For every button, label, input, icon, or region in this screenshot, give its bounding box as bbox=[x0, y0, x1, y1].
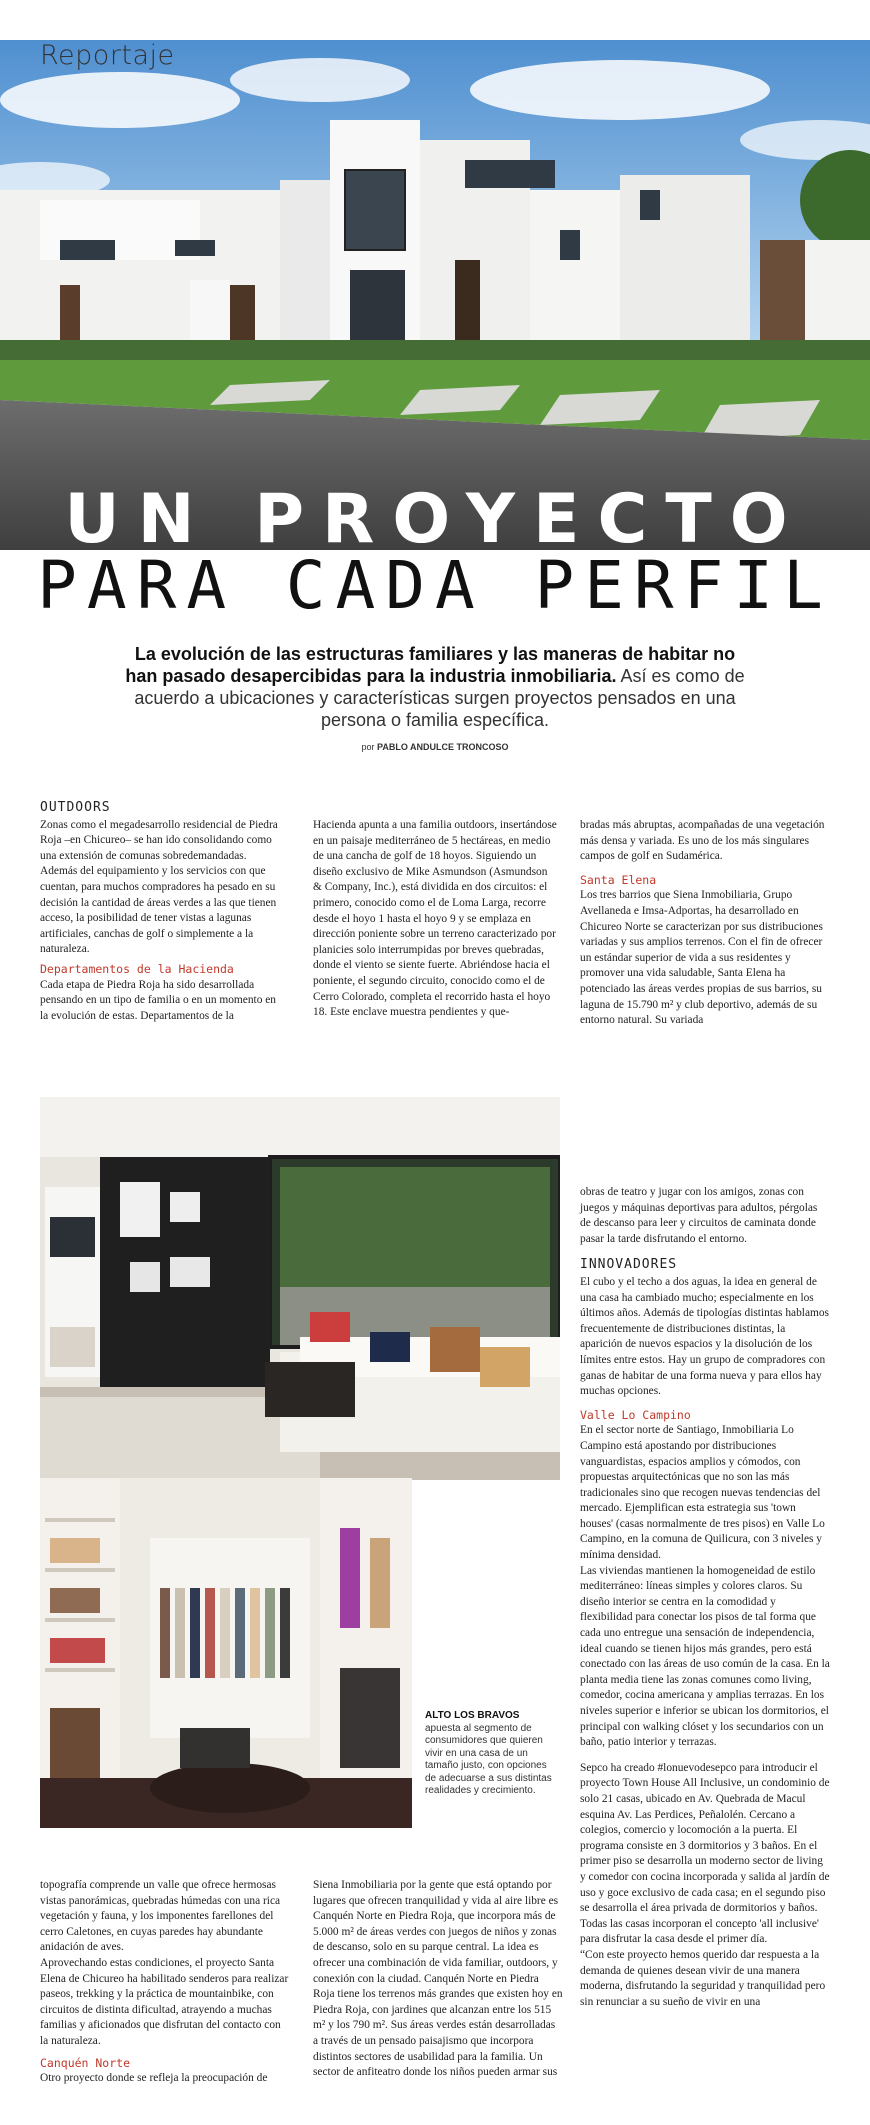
paragraph: obras de teatro y jugar con los amigos, zonas con juegos y máquinas deportivas para adultos, pérgolas de descanso para leer y circuitos de caminata donde pasar la tarde disfrutando el entorno. bbox=[580, 1186, 818, 1245]
byline bbox=[0, 742, 870, 752]
headline-line-2: PARA CADA PERFIL bbox=[37, 547, 833, 624]
paragraph: El cubo y el techo a dos aguas, la idea en general de una casa ha cambiado mucho; especialmente en los últimos años. Además de tipologías distintas hablamos frecuentemente de distribuciones distintas, la aparición de nuevos espacios y la disolución de los límites entre estos. Hay un grupo de compradores con ganas de habitar de una forma nueva y para ellos hay muchas opciones. bbox=[580, 1275, 829, 1398]
column-bottom-left bbox=[40, 1878, 290, 2087]
paragraph: “Con este proyecto hemos querido dar respuesta a la demanda de quienes desean vivir de una manera moderna, disfrutando la seguridad y tranquilidad pero sin renunciar a su sueño de vivir en una bbox=[580, 1948, 826, 2008]
subheading-canquen-norte: Canquén Norte bbox=[40, 2055, 131, 2070]
dek bbox=[120, 643, 750, 731]
closet-illustration bbox=[40, 1478, 412, 1828]
caption-title: ALTO LOS BRAVOS bbox=[425, 1710, 520, 1721]
photo-living-room bbox=[40, 1097, 560, 1480]
photo-caption bbox=[425, 1710, 555, 1798]
subheading-departamentos: Departamentos de la Hacienda bbox=[40, 961, 234, 976]
column-middle bbox=[313, 818, 558, 1021]
paragraph: Cada etapa de Piedra Roja ha sido desarrollada pensando en un tipo de familia o en un momento en la evolución de estas. Departamentos de la bbox=[40, 978, 276, 1022]
paragraph: Las viviendas mantienen la homogeneidad de estilo mediterráneo: líneas simples y colores claros. Su diseño interior se centra en la comodidad y flexibilidad para conectar los pisos de tal forma que cada uno entregue una sensación de independencia, ideal cuando se tienen hijos más grandes, pero está conectado con las áreas de uso común de la casa. En la planta media tiene las zonas comunes como living, comedor, cocina americana y amplias terrazas. En los niveles superior e inferior se ubican los dormitorios, el principal con walking clóset y los secundarios con un baño, patio interior y terrazas. bbox=[580, 1564, 830, 1749]
headline-line-1: UN PROYECTO bbox=[64, 480, 806, 559]
photo-walk-in-closet bbox=[40, 1478, 412, 1828]
paragraph: topografía comprende un valle que ofrece hermosas vistas panorámicas, quebradas húmedas con una rica vegetación y fauna, y los imponentes farellones del cerro Caletones, en cuyas paredes hay abundante anidación de aves. bbox=[40, 1879, 281, 1954]
paragraph: Hacienda apunta a una familia outdoors, insertándose en un paisaje mediterráneo de 5 hectáreas, en medio de una cancha de golf de 18 hoyos. Siguiendo un diseño exclusivo de Mike Asmundson (Asmundson & Company, Inc.), está dividida en dos circuitos: el primero, conocido como el de Loma Larga, recorre desde el hoyo 1 hasta el hoyo 9 y se emplaza en dirección poniente sobre un terreno caracterizado por planicies solo interrumpidas por breves quebradas, donde el viento se siente fuerte. Abriéndose hacia el poniente, el segundo circuito, conocido como el de Cerro Colorado, completa el recorrido hasta el hoyo 18. Este enclave muestra pendientes y que- bbox=[313, 819, 557, 1019]
section-heading-innovadores: INNOVADORES bbox=[580, 1257, 678, 1273]
subheading-valle-lo-campino: Valle Lo Campino bbox=[580, 1407, 691, 1422]
paragraph: Otro proyecto donde se refleja la preocupación de bbox=[40, 2072, 268, 2085]
column-bottom-middle bbox=[313, 1878, 563, 2081]
paragraph: Siena Inmobiliaria por la gente que está optando por lugares que ofrecen tranquilidad y vida al aire libre es Canquén Norte en Piedra Roja, que incorpora más de 5.000 m² de áreas verdes con juegos de niños y zonas de descanso, solo en su parque central. La idea es ofrecer una combinación de vida familiar, outdoors, y conexión con la ciudad. Canquén Norte en Piedra Roja tiene los terrenos más grandes que existen hoy en Piedra Roja, con jardines que alcanzan entre los 515 m² y los 790 m². Sus áreas verdes están desarrolladas a través de un pensado paisajismo que incorpora distintos sectores de usabilidad para la familia. Un sector de anfiteatro donde los niños pueden armar sus bbox=[313, 1879, 563, 2079]
paragraph: bradas más abruptas, acompañadas de una vegetación más densa y variada. Es uno de los más singulares campos de golf en Sudamérica. bbox=[580, 819, 825, 863]
column-innovadores bbox=[580, 1185, 830, 2010]
dek-bold: La evolución de las estructuras familiares y las maneras de habitar no han pasado desapercibidas para la industria inmobiliaria. bbox=[125, 644, 736, 686]
paragraph: Sepco ha creado #lonuevodesepco para introducir el proyecto Town House All Inclusive, un condominio de solo 21 casas, ubicado en Av. Quebrada de Macul esquina Av. Las Perdices, Peñalolén. Cercano a colegios, comercio y locomoción a la puerta. El programa consiste en 3 dormitorios y 3 baños. En el primer piso se desarrolla un moderno sector de living y comedor con cocina incorporada y salida al jardín de uso y goce exclusivo de cada casa; en el segundo piso se desarrolla el área privada de dormitorios y baños. Todas las casas incorporan el concepto 'all inclusive' para disfrutar la casa desde el primer día. bbox=[580, 1761, 830, 1946]
column-right-top bbox=[580, 818, 830, 1029]
paragraph: En el sector norte de Santiago, Inmobiliaria Lo Campino está apostando por distribuciones vanguardistas, espacios amplios y cómodos, con propuestas arquitectónicas que no son las más tradicionales sino que recogen nuevas tendencias del mercado. Ejemplifican esta estrategia sus 'town houses' (casas normalmente de tres pisos) en Valle Lo Campino, en la comuna de Quilicura, con 3 niveles y mínima densidad. bbox=[580, 1424, 825, 1562]
dek-rest: Así es como de acuerdo a ubicaciones y características surgen proyectos pensados en una persona o familia específica. bbox=[134, 666, 745, 730]
paragraph: Zonas como el megadesarrollo residencial de Piedra Roja –en Chicureo– se han ido consolidando como una extensión de comunas sobredemandadas. Además del equipamiento y los servicios con que cuentan, para muchos compradores ha pesado en su decisión la cantidad de áreas verdes a las que tienen acceso, la posibilidad de tener vistas a lagunas artificiales, canchas de golf o simplemente a la naturaleza. bbox=[40, 818, 278, 956]
column-outdoors bbox=[40, 800, 285, 1024]
living-room-illustration bbox=[40, 1097, 560, 1480]
subheading-santa-elena: Santa Elena bbox=[580, 872, 657, 887]
hero-photo-houses bbox=[0, 40, 870, 550]
hero-illustration bbox=[0, 40, 870, 550]
section-heading-outdoors: OUTDOORS bbox=[40, 800, 111, 815]
paragraph: Los tres barrios que Siena Inmobiliaria, Grupo Avellaneda e Imsa-Adportas, ha desarrollado en Chicureo Norte se caracterizan por sus distribuciones variadas y sus amplios terrenos. Con el fin de ofrecer un estándar superior de vida a sus residentes y promover una vida saludable, Santa Elena ha potenciado las áreas verdes propias de sus barrios, su laguna de 15.790 m² y club deportivo, además de su entorno natural. Su variada bbox=[580, 889, 823, 1027]
paragraph: Aprovechando estas condiciones, el proyecto Santa Elena de Chicureo ha habilitado senderos para realizar paseos, trekking y la práctica de mountainbike, con circuitos de distinta dificultad, atrayendo a muchas familias y aficionados que disfrutan del contacto con la naturaleza. bbox=[40, 1956, 289, 2047]
byline-author: PABLO ANDULCE TRONCOSO bbox=[377, 742, 509, 752]
section-tag: Reportaje bbox=[40, 40, 175, 71]
caption-text: apuesta al segmento de consumidores que quieren vivir en una casa de un tamaño justo, con opciones de adecuarse a sus distintas realidades y crecimiento. bbox=[425, 1722, 552, 1796]
byline-prefix: por bbox=[361, 742, 377, 752]
